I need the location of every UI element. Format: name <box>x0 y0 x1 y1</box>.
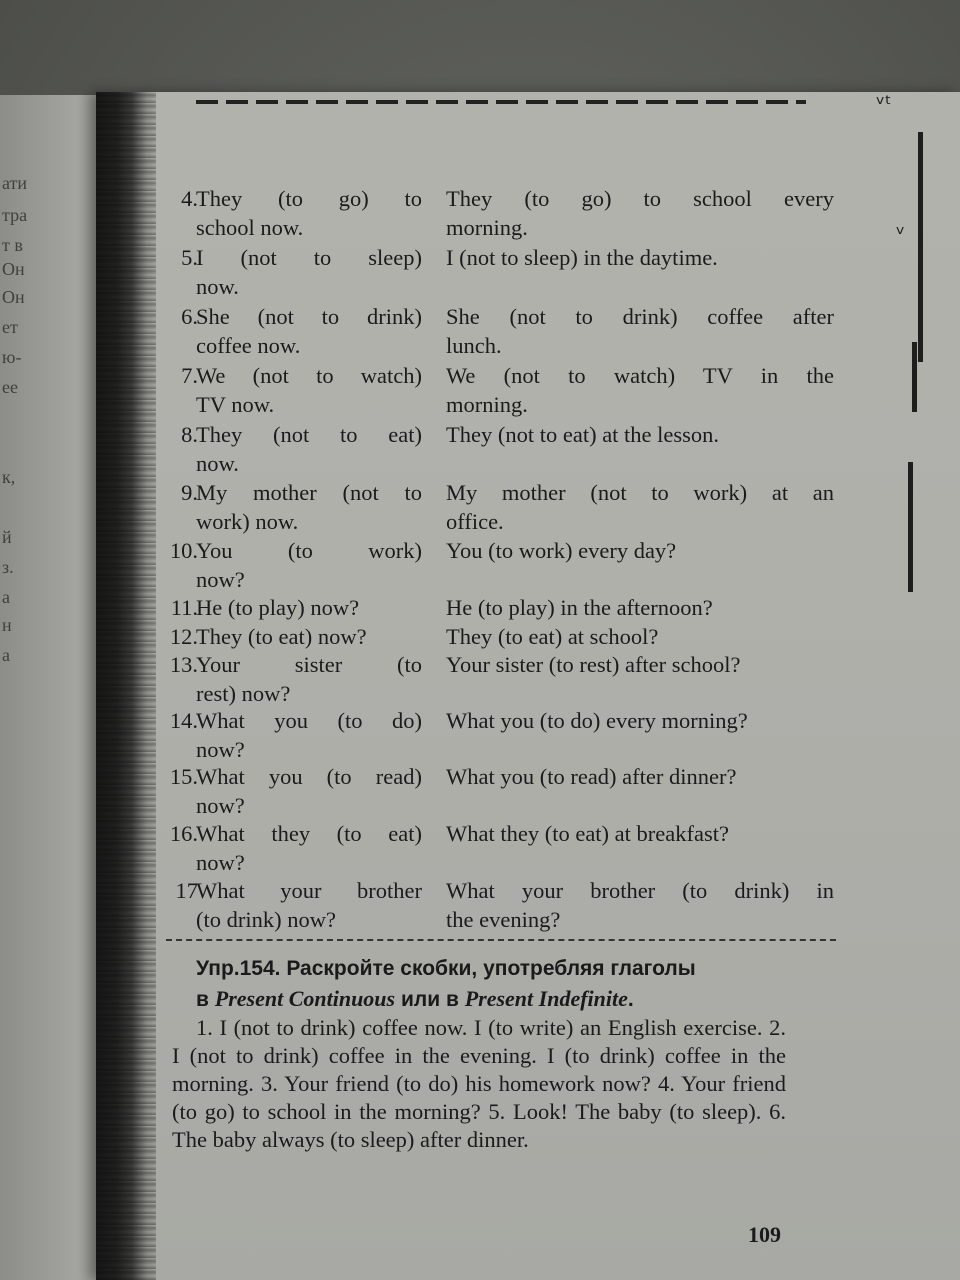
sentence-number: 17 <box>175 878 198 903</box>
right-margin-mark <box>918 132 923 362</box>
section-divider <box>166 939 836 941</box>
left-page-fragment: з. <box>2 557 14 577</box>
sentence-line: What your brother <box>196 878 422 903</box>
left-page-edge <box>0 95 110 1280</box>
sentence-line: Your sister (to rest) after school? <box>446 652 741 677</box>
sentence-number: 5. <box>181 245 198 270</box>
present-continuous-sentence <box>196 184 422 242</box>
sentence-line: now? <box>196 737 245 762</box>
left-page-fragment: а <box>2 587 10 607</box>
sentence-line: coffee now. <box>196 333 301 358</box>
sentence-number: 16. <box>169 821 198 846</box>
present-indefinite-sentence <box>446 706 834 735</box>
sentence-line: morning. <box>446 392 528 417</box>
left-page-fragment: н <box>2 615 12 635</box>
present-indefinite-sentence <box>446 819 834 848</box>
sentence-line: the evening? <box>446 907 561 932</box>
present-continuous-sentence <box>196 361 422 419</box>
sentence-number: 15. <box>169 764 198 789</box>
present-continuous-sentence <box>196 762 422 820</box>
present-continuous-sentence <box>196 420 422 478</box>
sentence-line: They (not to eat) at the lesson. <box>446 422 720 447</box>
sentence-line: My mother (not to <box>196 480 422 505</box>
present-indefinite-sentence <box>446 184 834 242</box>
sentence-line: They (to go) to <box>196 186 422 211</box>
sentence-line: What you (to do) <box>196 708 422 733</box>
present-continuous-sentence <box>196 302 422 360</box>
present-indefinite-sentence <box>446 302 834 360</box>
sentence-line: She (not to drink) coffee after <box>446 304 834 329</box>
sentence-number: 4. <box>181 186 198 211</box>
left-page-fragment: ю- <box>2 347 22 367</box>
sentence-line: We (not to watch) <box>196 363 422 388</box>
sentence-line: now? <box>196 850 245 875</box>
sentence-line: (to drink) now? <box>196 907 336 932</box>
present-continuous-sentence <box>196 706 422 764</box>
sentence-line: They (not to eat) <box>196 422 422 447</box>
sentence-number: 14. <box>169 708 198 733</box>
exercise-title <box>196 954 836 1015</box>
left-page-fragment: Он <box>2 287 25 307</box>
left-page-fragment: ати <box>2 173 28 193</box>
present-indefinite-sentence <box>446 420 834 449</box>
right-margin-tick: ᵛᵗ <box>876 92 892 117</box>
sentence-line: My mother (not to work) at an <box>446 480 834 505</box>
present-indefinite-sentence: He (to play) in the afternoon? <box>446 595 713 620</box>
exercise-title-text: или в <box>400 988 459 1011</box>
left-page-fragment: й <box>2 527 12 547</box>
present-continuous-sentence <box>196 536 422 594</box>
present-continuous-sentence: They (to eat) now? <box>196 624 367 649</box>
sentence-number: 6. <box>181 304 198 329</box>
present-continuous-sentence <box>196 876 422 934</box>
sentence-line: work) now. <box>196 509 299 534</box>
sentence-number: 7. <box>181 363 198 388</box>
sentence-line: I (not to sleep) <box>196 245 422 270</box>
sentence-line: lunch. <box>446 333 502 358</box>
sentence-line: What they (to eat) <box>196 821 422 846</box>
left-page-fragment: ет <box>2 317 18 337</box>
present-indefinite-sentence <box>446 536 834 565</box>
tense-name: Present Continuous <box>214 986 396 1011</box>
present-indefinite-sentence <box>446 762 834 791</box>
sentence-line: now. <box>196 451 239 476</box>
left-page-fragment: Он <box>2 259 25 279</box>
sentence-line: now? <box>196 567 245 592</box>
sentence-number: 10. <box>169 538 198 563</box>
sentence-line: What you (to read) after dinner? <box>446 764 737 789</box>
present-indefinite-sentence <box>446 361 834 419</box>
present-indefinite-sentence <box>446 650 834 679</box>
sentence-line: school now. <box>196 215 304 240</box>
right-margin-tick: ᵛ <box>896 222 906 247</box>
sentence-line: now. <box>196 274 239 299</box>
left-page-fragment: к, <box>2 467 16 487</box>
present-continuous-sentence <box>196 478 422 536</box>
sentence-line: morning. <box>446 215 528 240</box>
left-page-fragment: ее <box>2 377 18 397</box>
exercise-title-text: Упр.154. Раскройте скобки, употребляя глаголы <box>196 957 696 980</box>
left-page-fragment: тра <box>2 205 28 225</box>
present-continuous-sentence <box>196 819 422 877</box>
sentence-line: What you (to do) every morning? <box>446 708 748 733</box>
exercise-title-text: в <box>196 988 209 1011</box>
book-page <box>96 92 960 1280</box>
sentence-line: You (to work) every day? <box>446 538 677 563</box>
page-number: 109 <box>748 1222 781 1247</box>
right-margin-mark <box>908 462 913 592</box>
sentence-line: What your brother (to drink) in <box>446 878 834 903</box>
exercise-title-text: . <box>627 988 634 1011</box>
top-dashed-line <box>196 100 806 104</box>
sentence-line: She (not to drink) <box>196 304 422 329</box>
sentence-number: 12. <box>169 624 198 649</box>
sentence-line: now? <box>196 793 245 818</box>
present-indefinite-sentence <box>446 478 834 536</box>
sentence-line: We (not to watch) TV in the <box>446 363 834 388</box>
present-continuous-sentence <box>196 650 422 708</box>
sentence-line: TV now. <box>196 392 275 417</box>
left-page-fragment: а <box>2 645 10 665</box>
left-page-fragment: т в <box>2 235 23 255</box>
sentence-line: You (to work) <box>196 538 422 563</box>
right-margin-mark <box>912 342 917 412</box>
sentence-line: They (to go) to school every <box>446 186 834 211</box>
sentence-line: I (not to sleep) in the daytime. <box>446 245 718 270</box>
sentence-line: What they (to eat) at breakfast? <box>446 821 729 846</box>
sentence-line: What you (to read) <box>196 764 422 789</box>
sentence-number: 11. <box>170 595 198 620</box>
present-indefinite-sentence <box>446 243 834 272</box>
photocopy-spine-shadow <box>96 92 156 1280</box>
sentence-number: 9. <box>181 480 198 505</box>
sentence-line: rest) now? <box>196 681 291 706</box>
sentence-line: Your sister (to <box>196 652 422 677</box>
present-continuous-sentence: He (to play) now? <box>196 595 360 620</box>
tense-name: Present Indefinite <box>464 986 628 1011</box>
exercise-text: 1. I (not to drink) coffee now. I (to write) an English exercise. 2. I (not to drink) coffee in the evening. I (to drink) coffee in the morning. 3. Your friend (to do) his homework now? 4. Your friend (to go) to school in the morning? 5. Look! The baby (to sleep). 6. The baby always (to sleep) after dinner. <box>172 1015 786 1152</box>
present-indefinite-sentence <box>446 876 834 934</box>
sentence-line: office. <box>446 509 504 534</box>
sentence-number: 8. <box>181 422 198 447</box>
present-indefinite-sentence: They (to eat) at school? <box>446 624 659 649</box>
present-continuous-sentence <box>196 243 422 301</box>
sentence-number: 13. <box>169 652 198 677</box>
